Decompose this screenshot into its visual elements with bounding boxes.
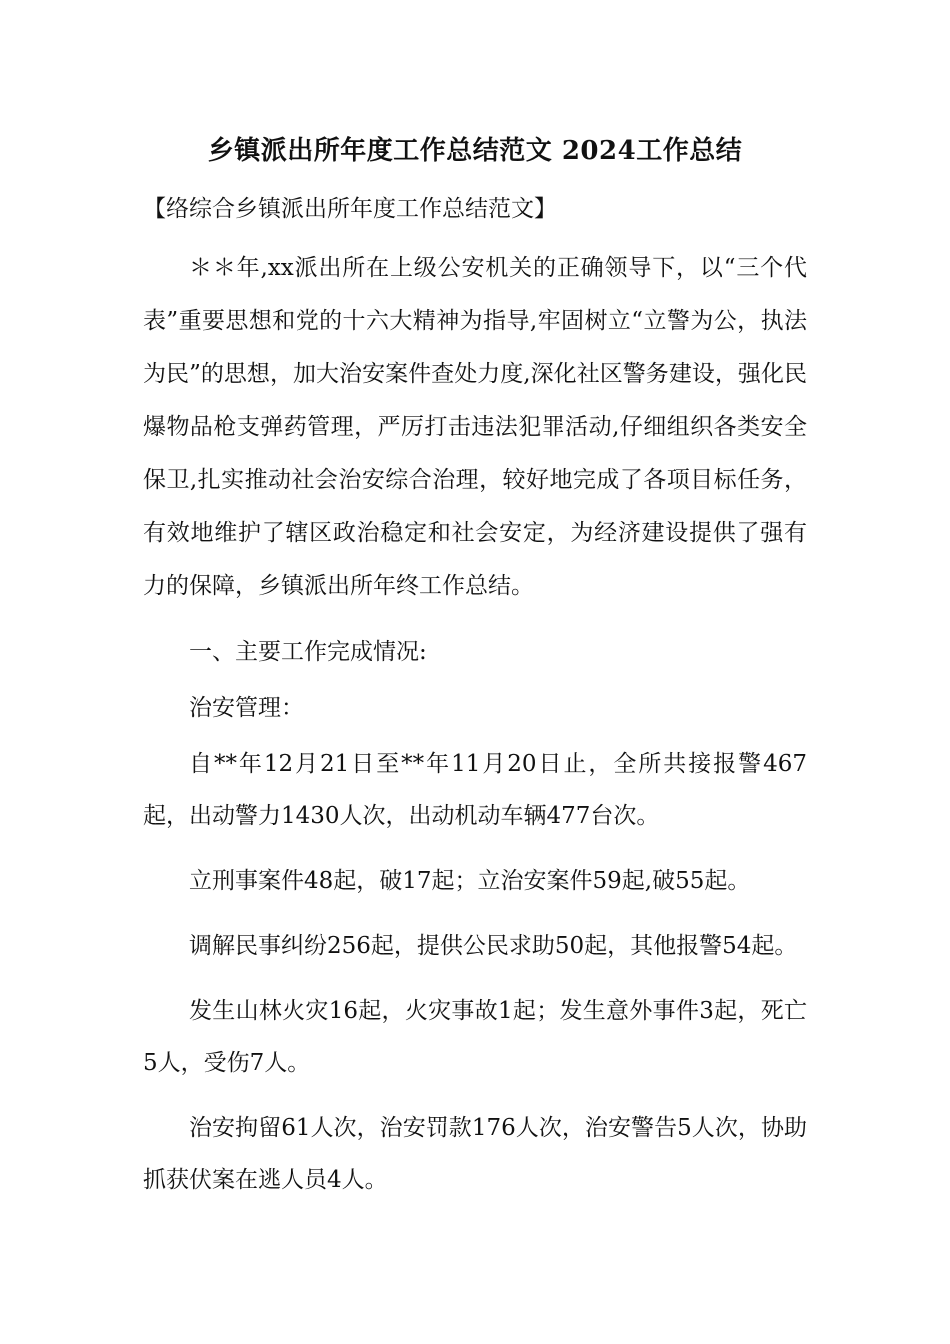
document-title: 乡镇派出所年度工作总结范文 2024工作总结 (207, 136, 743, 166)
paragraph-penalty-stats: 治安拘留61人次，治安罚款176人次，治安警告5人次，协助抓获伏案在逃人员4人。 (143, 1115, 807, 1193)
section-heading: 一、主要工作完成情况: (189, 639, 427, 665)
paragraph-fire-stats: 发生山林火灾16起，火灾事故1起；发生意外事件3起，死亡5人，受伤7人。 (143, 998, 807, 1076)
document-subtitle: 【络综合乡镇派出所年度工作总结范文】 (143, 196, 557, 222)
paragraph-case-stats: 立刑事案件48起，破17起；立治安案件59起,破55起。 (189, 868, 751, 894)
paragraph-dispute-stats: 调解民事纠纷256起，提供公民求助50起，其他报警54起。 (189, 933, 798, 959)
paragraph-intro: ＊＊年,xx派出所在上级公安机关的正确领导下，以“三个代表”重要思想和党的十六大精神为指导,牢固树立“立警为公，执法为民”的思想，加大治安案件查处力度,深化社区警务建设，强化民爆物品枪支弹药管理，严厉打击违法犯罪活动,仔细组织各类安全保卫,扎实推动社会治安综合治理，较好地完成了各项目标任务，有效地维护了辖区政治稳定和社会安定，为经济建设提供了强有力的保障，乡镇派出所年终工作总结。 (143, 255, 807, 599)
paragraph-alarm-stats: 自**年12月21日至**年11月20日止，全所共接报警467起，出动警力1430人次，出动机动车辆477台次。 (143, 751, 807, 829)
subsection-heading: 治安管理： (189, 695, 304, 721)
